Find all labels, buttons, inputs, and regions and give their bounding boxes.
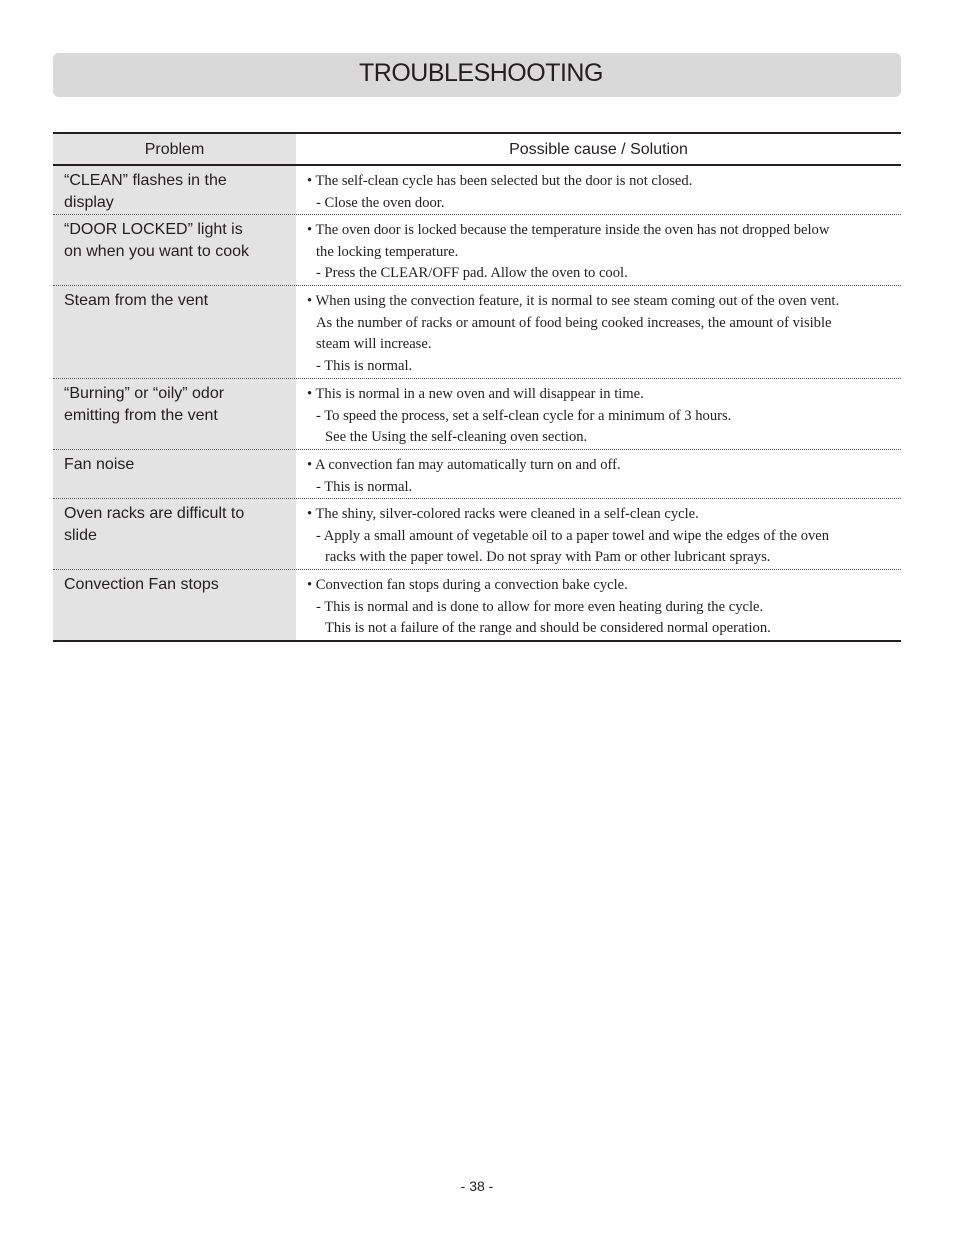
solution-cell bbox=[296, 215, 901, 285]
table-row bbox=[53, 379, 901, 450]
solution-cell bbox=[296, 166, 901, 214]
solution-line: • The oven door is locked because the temperature inside the oven has not dropped below bbox=[307, 222, 830, 238]
solution-cell bbox=[296, 379, 901, 449]
problem-line: on when you want to cook bbox=[64, 243, 250, 260]
problem-cell bbox=[53, 570, 296, 640]
problem-cell bbox=[53, 166, 296, 214]
solution-line: • A convection fan may automatically turn on and off. bbox=[307, 457, 621, 473]
solution-cell bbox=[296, 286, 901, 378]
problem-line: emitting from the vent bbox=[64, 407, 218, 424]
problem-cell bbox=[53, 379, 296, 449]
problem-line: display bbox=[64, 194, 114, 211]
column-header-solution: Possible cause / Solution bbox=[509, 141, 688, 158]
solution-cell bbox=[296, 570, 901, 640]
title-bar bbox=[53, 53, 901, 97]
problem-cell bbox=[53, 450, 296, 498]
solution-line: This is not a failure of the range and should be considered normal operation. bbox=[325, 620, 771, 636]
table-row bbox=[53, 286, 901, 379]
solution-line: As the number of racks or amount of food being cooked increases, the amount of visible bbox=[316, 314, 832, 331]
problem-line: Convection Fan stops bbox=[64, 576, 219, 593]
problem-cell bbox=[53, 286, 296, 378]
problem-line: “Burning” or “oily” odor bbox=[64, 385, 225, 402]
table-row bbox=[53, 499, 901, 570]
troubleshooting-table bbox=[53, 132, 901, 642]
solution-cell bbox=[296, 450, 901, 498]
solution-line: • Convection fan stops during a convection bake cycle. bbox=[307, 577, 628, 593]
solution-line: racks with the paper towel. Do not spray with Pam or other lubricant sprays. bbox=[325, 549, 771, 565]
solution-line: • This is normal in a new oven and will disappear in time. bbox=[307, 386, 644, 402]
problem-line: Oven racks are difficult to bbox=[64, 505, 245, 522]
problem-line: “CLEAN” flashes in the bbox=[64, 172, 227, 189]
solution-line: See the Using the self-cleaning oven section. bbox=[325, 429, 588, 445]
page-title: TROUBLESHOOTING bbox=[359, 59, 603, 87]
problem-cell bbox=[53, 215, 296, 285]
problem-line: Fan noise bbox=[64, 456, 135, 473]
table-header bbox=[53, 134, 901, 166]
solution-line: the locking temperature. bbox=[316, 243, 459, 260]
table-row bbox=[53, 215, 901, 286]
solution-line: - Close the oven door. bbox=[316, 194, 445, 211]
solution-line: steam will increase. bbox=[316, 336, 432, 352]
problem-line: Steam from the vent bbox=[64, 292, 209, 309]
table-row bbox=[53, 166, 901, 215]
solution-line: • The self-clean cycle has been selected but the door is not closed. bbox=[307, 173, 693, 189]
column-header-problem: Problem bbox=[53, 134, 296, 164]
solution-cell bbox=[296, 499, 901, 569]
problem-cell bbox=[53, 499, 296, 569]
solution-line: - Press the CLEAR/OFF pad. Allow the oven to cool. bbox=[316, 265, 628, 281]
problem-line: “DOOR LOCKED” light is bbox=[64, 221, 243, 238]
solution-line: - To speed the process, set a self-clean cycle for a minimum of 3 hours. bbox=[316, 407, 732, 424]
page-number: - 38 - bbox=[460, 1178, 494, 1194]
solution-line: - This is normal. bbox=[316, 478, 413, 495]
table-row bbox=[53, 570, 901, 640]
solution-line: • When using the convection feature, it is normal to see steam coming out of the oven vent. bbox=[307, 293, 840, 309]
solution-line: - Apply a small amount of vegetable oil to a paper towel and wipe the edges of the oven bbox=[316, 527, 830, 544]
solution-line: - This is normal and is done to allow for more even heating during the cycle. bbox=[316, 598, 764, 615]
table-row bbox=[53, 450, 901, 499]
problem-line: slide bbox=[64, 527, 97, 544]
solution-line: • The shiny, silver-colored racks were cleaned in a self-clean cycle. bbox=[307, 506, 699, 522]
solution-line: - This is normal. bbox=[316, 357, 413, 374]
